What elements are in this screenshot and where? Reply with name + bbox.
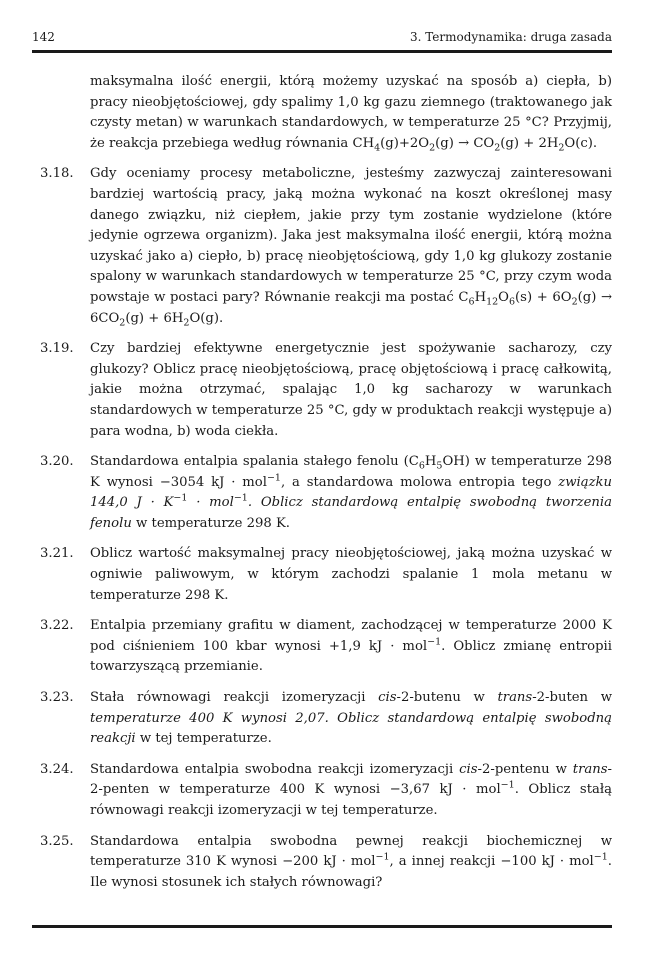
text-run: O bbox=[498, 289, 509, 305]
section-title: 3. Termodynamika: druga zasada bbox=[409, 30, 612, 44]
problem-text bbox=[90, 452, 612, 534]
text-run: 12 bbox=[486, 296, 499, 308]
continuation-paragraph bbox=[32, 72, 612, 154]
text-run: związku 144,0 J · K bbox=[90, 474, 612, 511]
text-run: (g) → 6CO bbox=[90, 289, 612, 326]
problem-text bbox=[90, 544, 612, 606]
header-rule bbox=[32, 50, 612, 53]
footer-rule bbox=[32, 925, 612, 928]
text-run: w temperaturze 298 K. bbox=[131, 515, 290, 531]
text-run: 2 bbox=[183, 317, 190, 329]
text-run: Gdy oceniamy procesy metaboliczne, jesteśmy zazwyczaj zainteresowani bardziej wartością pracy, jaką można wykonać na koszt określonej masy danego związku, niż ciepłem, jakie przy tym zostanie wydzielone (które jedynie ogrzewa organizm). Jaka jest maksymalna ilość energii, którą można uzyskać jako a) ciepło, b) pracę nieobjętościową, gdy 1,0 kg glukozy zostanie spalony w warunkach standardowych w temperaturze 25 °C, przy czym woda powstaje w postaci pary? Równanie reakcji ma postać C bbox=[90, 166, 612, 305]
text-run: Stała równowagi reakcji izomeryzacji bbox=[90, 690, 379, 706]
problem-number: 3.25. bbox=[40, 833, 74, 849]
text-run: 2 bbox=[571, 296, 578, 308]
text-run: H bbox=[474, 289, 487, 305]
problem-text bbox=[90, 688, 612, 750]
text-run: 4 bbox=[374, 142, 381, 154]
text-run: (g) + 2H bbox=[500, 135, 559, 151]
problem-text bbox=[90, 760, 612, 822]
problem-item bbox=[32, 616, 612, 678]
problem-number: 3.22. bbox=[40, 618, 74, 634]
text-run: trans bbox=[572, 761, 608, 777]
problem-item bbox=[32, 452, 612, 534]
text-run: Oblicz wartość maksymalnej pracy nieobjętościowej, jaką można uzyskać w ogniwie paliwowym, w którym zachodzi spalanie 1 mola metanu w temperaturze 298 K. bbox=[90, 546, 612, 603]
text-run: 2 bbox=[494, 142, 501, 154]
text-run: . Ile wynosi stosunek ich stałych równowagi? bbox=[90, 854, 612, 890]
problem-list bbox=[32, 164, 612, 893]
text-run: . Oblicz zmianę entropii towarzyszącą przemianie. bbox=[90, 638, 612, 675]
text-run: Entalpia przemiany grafitu w diament, zachodzącej w temperaturze 2000 K pod ciśnieniem 100 kbar wynosi +1,9 kJ · mol bbox=[90, 618, 612, 654]
problem-number: 3.19. bbox=[40, 341, 74, 357]
text-run: 2 bbox=[558, 142, 565, 154]
problem-item bbox=[32, 164, 612, 329]
text-run: trans bbox=[497, 690, 533, 706]
text-run: temperaturze 400 K wynosi 2,07. Oblicz standardową entalpię swobodną reakcji bbox=[90, 710, 612, 747]
text-run: 2 bbox=[119, 317, 126, 329]
problem-item bbox=[32, 832, 612, 894]
problem-text bbox=[90, 164, 612, 329]
text-run: , a standardowa molowa entropia tego bbox=[280, 474, 559, 490]
text-run: . Oblicz stałą równowagi reakcji izomeryzacji w tej temperaturze. bbox=[90, 782, 612, 818]
text-run: w tej temperaturze. bbox=[135, 731, 272, 747]
text-run: -2-pentenu w bbox=[477, 761, 573, 777]
problem-number: 3.23. bbox=[40, 690, 74, 706]
text-run: . Oblicz standardową entalpię swobodną tworzenia fenolu bbox=[90, 495, 612, 531]
text-run: H bbox=[424, 454, 437, 470]
problem-text bbox=[90, 832, 612, 894]
text-run: , a innej reakcji −100 kJ · mol bbox=[389, 854, 594, 870]
text-run: (g)+2O bbox=[380, 135, 430, 151]
text-run: −1 bbox=[375, 851, 390, 863]
text-run: (g) → CO bbox=[435, 135, 495, 151]
problem-text bbox=[90, 339, 612, 442]
text-run: OH) w temperaturze 298 K wynosi −3054 kJ · mol bbox=[90, 454, 612, 490]
text-run: -2-penten w temperaturze 400 K wynosi −3,67 kJ · mol bbox=[90, 761, 612, 798]
problem-number: 3.24. bbox=[40, 761, 74, 777]
page-content bbox=[32, 72, 612, 903]
text-run: O(g). bbox=[189, 310, 224, 326]
text-run: 6 bbox=[508, 296, 516, 308]
problem-number: 3.20. bbox=[40, 454, 74, 470]
problem-text bbox=[90, 616, 612, 678]
text-run: Standardowa entalpia spalania stałego fenolu (C bbox=[90, 454, 419, 470]
text-run: 6 bbox=[468, 296, 475, 308]
text-run: −1 bbox=[266, 472, 281, 484]
page-header bbox=[32, 30, 612, 50]
text-run: cis bbox=[378, 690, 397, 706]
text-run: −1 bbox=[233, 492, 248, 504]
text-run: cis bbox=[459, 761, 478, 777]
problem-number: 3.18. bbox=[40, 166, 74, 182]
text-run: -2-butenu w bbox=[396, 690, 498, 706]
text-run: Standardowa entalpia swobodna reakcji izomeryzacji bbox=[90, 761, 460, 777]
text-run: 5 bbox=[436, 460, 443, 472]
text-run: Standardowa entalpia swobodna pewnej reakcji biochemicznej w temperaturze 310 K wynosi −200 kJ · mol bbox=[90, 833, 612, 870]
problem-item bbox=[32, 544, 612, 606]
text-run: O(c). bbox=[564, 135, 598, 151]
text-run: maksymalna ilość energii, którą możemy uzyskać na sposób a) ciepła, b) pracy nieobjętościowej, gdy spalimy 1,0 kg gazu ziemnego (traktowanego jak czysty metan) w warunkach standardowych, w temperaturze 25 °C? Przyjmij, że reakcja przebiega według równania CH bbox=[90, 74, 612, 151]
text-run: · mol bbox=[187, 495, 234, 511]
text-run: −1 bbox=[173, 492, 188, 504]
problem-item bbox=[32, 688, 612, 750]
text-run: −1 bbox=[427, 636, 442, 648]
text-run: (g) + 6H bbox=[125, 310, 184, 326]
page-number: 142 bbox=[32, 30, 55, 44]
text-run: 2 bbox=[429, 142, 436, 154]
problem-item bbox=[32, 339, 612, 442]
text-run: Czy bardziej efektywne energetycznie jest spożywanie sacharozy, czy glukozy? Oblicz pracę nieobjętościową, pracę objętościową i pracę całkowitą, jakie można otrzymać, spalając 1,0 kg sacharozy w warunkach standardowych w temperaturze 25 °C, gdy w produktach reakcji występuje a) para wodna, b) woda ciekła. bbox=[90, 341, 612, 439]
text-run: -2-buten w bbox=[532, 690, 612, 706]
problem-number: 3.21. bbox=[40, 546, 74, 562]
text-run: −1 bbox=[593, 851, 608, 863]
problem-item bbox=[32, 760, 612, 822]
text-run: −1 bbox=[500, 780, 515, 792]
text-run: (s) + 6O bbox=[515, 289, 572, 305]
text-run: 6 bbox=[418, 460, 425, 472]
